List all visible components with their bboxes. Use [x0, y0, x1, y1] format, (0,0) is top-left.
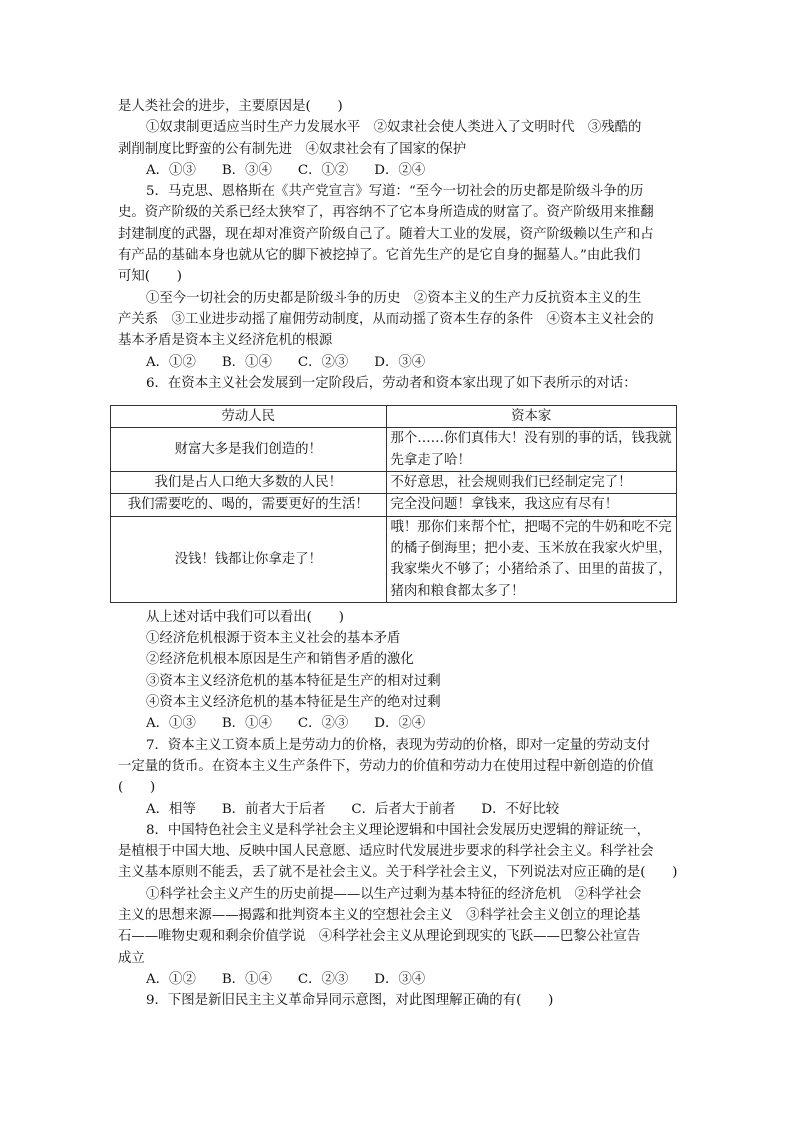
table-row — [111, 516, 677, 602]
q5-stem-line-1: 5．马克思、恩格斯在《共产党宣言》写道：“至今一切社会的历史都是阶级斗争的历 — [146, 184, 644, 200]
dialogue-table — [110, 405, 677, 603]
table-row — [111, 494, 677, 516]
q5-options — [118, 352, 684, 373]
q8-choices-line-3: 石——唯物史观和剩余价值学说 ④科学社会主义从理论到现实的飞跃——巴黎公社宣告 — [118, 929, 641, 945]
q6-option-b[interactable]: B．①④ — [221, 716, 272, 732]
q5-stem-line-4: 有产品的基础本身也就从它的脚下被挖掉了。它首先生产的是它自身的掘墓人。”由此我们 — [118, 248, 641, 264]
q4-option-a[interactable]: A．①③ — [146, 162, 196, 178]
table-cell-capitalist: 完全没问题！拿钱来，我这应有尽有！ — [386, 494, 677, 516]
q8-options — [118, 969, 684, 990]
q7-option-a[interactable]: A．相等 — [146, 801, 196, 817]
q6-option-a[interactable]: A．①③ — [146, 716, 196, 732]
q8-stem-line-3: 主义基本原则不能丢，丢了就不是社会主义。关于科学社会主义，下列说法对应正确的是( ) — [118, 865, 678, 881]
table-cell-capitalist: 不好意思，社会规则我们已经制定完了！ — [386, 472, 677, 494]
q6-choice-1: ①经济危机根源于资本主义社会的基本矛盾 — [146, 631, 401, 647]
q5-option-b[interactable]: B．①④ — [221, 354, 272, 370]
q5-choices-line-3: 基本矛盾是资本主义经济危机的根源 — [118, 333, 333, 349]
q5-choices-line-1: ①至今一切社会的历史都是阶级斗争的历史 ②资本主义的生产力反抗资本主义的生 — [146, 290, 642, 306]
q8-stem-line-2: 是植根于中国大地、反映中国人民意愿、适应时代发展进步要求的科学社会主义。科学社会 — [118, 844, 654, 860]
q4-option-c[interactable]: C．①② — [297, 162, 349, 178]
q7-option-c[interactable]: C．后者大于前者 — [351, 801, 456, 817]
q6-choice-3: ③资本主义经济危机的基本特征是生产的相对过剩 — [146, 673, 441, 689]
table-cell-worker: 我们是占人口绝大多数的人民！ — [111, 472, 387, 494]
q4-choices-line-1: ①奴隶制更适应当时生产力发展水平 ②奴隶社会使人类进入了文明时代 ③残酷的 — [146, 120, 642, 136]
table-cell-capitalist: 那个……你们真伟大！没有别的事的话，钱我就先拿走了哈！ — [386, 428, 677, 472]
q6-ask: 从上述对话中我们可以看出( ) — [146, 609, 344, 625]
table-row — [111, 472, 677, 494]
q9-stem: 9．下图是新旧民主主义革命异同示意图，对此图理解正确的有( ) — [146, 993, 554, 1009]
q4-option-d[interactable]: D．②④ — [374, 162, 426, 178]
table-cell-worker: 没钱！钱都让你拿走了！ — [111, 516, 387, 602]
q7-stem-line-2: 一定量的货币。在资本主义生产条件下，劳动力的价值和劳动力在使用过程中新创造的价值 — [118, 758, 654, 774]
table-cell-worker: 财富大多是我们创造的！ — [111, 428, 387, 472]
q5-choices-line-2: 产关系 ③工业进步动摇了雇佣劳动制度，从而动摇了资本生存的条件 ④资本主义社会的 — [118, 311, 654, 327]
q6-stem: 6．在资本主义社会发展到一定阶段后，劳动者和资本家出现了如下表所示的对话： — [146, 375, 637, 391]
q7-option-d[interactable]: D．不好比较 — [481, 801, 560, 817]
table-header-workers: 劳动人民 — [111, 406, 387, 428]
q8-option-b[interactable]: B．①④ — [221, 971, 272, 987]
q6-option-d[interactable]: D．②④ — [374, 716, 426, 732]
table-cell-capitalist: 哦！那你们来帮个忙，把喝不完的牛奶和吃不完的橘子倒海里；把小麦、玉米放在我家火炉里，我家柴火不够了；小猪给杀了、田里的苗拔了，猪肉和粮食都太多了！ — [386, 516, 677, 602]
q4-stem: 是人类社会的进步，主要原因是( ) — [118, 99, 343, 114]
q5-option-c[interactable]: C．②③ — [297, 354, 349, 370]
q5-stem-line-3: 封建制度的武器，现在却对准资产阶级自己了。随着大工业的发展，资产阶级赖以生产和占 — [118, 226, 654, 242]
q8-choices-line-2: 主义的思想来源——揭露和批判资本主义的空想社会主义 ③科学社会主义创立的理论基 — [118, 907, 641, 923]
q8-option-a[interactable]: A．①② — [146, 971, 196, 987]
q8-option-d[interactable]: D．③④ — [374, 971, 426, 987]
q8-choices-line-1: ①科学社会主义产生的历史前提——以生产过剩为基本特征的经济危机 ②科学社会 — [146, 886, 642, 902]
q7-stem-line-3: ( ) — [118, 780, 156, 796]
exam-page — [118, 96, 684, 1011]
table-cell-worker: 我们需要吃的、喝的，需要更好的生活！ — [111, 494, 387, 516]
q5-stem-line-5: 可知( ) — [118, 269, 183, 285]
table-header-row — [111, 406, 677, 428]
table-header-capitalists: 资本家 — [386, 406, 677, 428]
q4-options — [118, 160, 684, 181]
q6-option-c[interactable]: C．②③ — [297, 716, 349, 732]
q7-options — [118, 799, 684, 820]
q6-choice-2: ②经济危机根本原因是生产和销售矛盾的激化 — [146, 652, 414, 668]
q7-option-b[interactable]: B．前者大于后者 — [221, 801, 326, 817]
q7-stem-line-1: 7．资本主义工资本质上是劳动力的价格，表现为劳动的价格，即对一定量的劳动支付 — [146, 737, 650, 753]
q4-option-b[interactable]: B．③④ — [221, 162, 272, 178]
q6-choice-4: ④资本主义经济危机的基本特征是生产的绝对过剩 — [146, 695, 441, 711]
q6-options — [118, 713, 684, 734]
q5-option-d[interactable]: D．③④ — [374, 354, 426, 370]
q5-option-a[interactable]: A．①② — [146, 354, 196, 370]
q8-stem-line-1: 8．中国特色社会主义是科学社会主义理论逻辑和中国社会发展历史逻辑的辩证统一， — [146, 822, 650, 838]
q8-choices-line-4: 成立 — [118, 950, 145, 966]
q5-stem-line-2: 史。资产阶级的关系已经太狭窄了，再容纳不了它本身所造成的财富了。资产阶级用来推翻 — [118, 205, 654, 221]
q8-option-c[interactable]: C．②③ — [297, 971, 349, 987]
q4-choices-line-2: 剥削制度比野蛮的公有制先进 ④奴隶社会有了国家的保护 — [118, 141, 467, 157]
table-row — [111, 428, 677, 472]
